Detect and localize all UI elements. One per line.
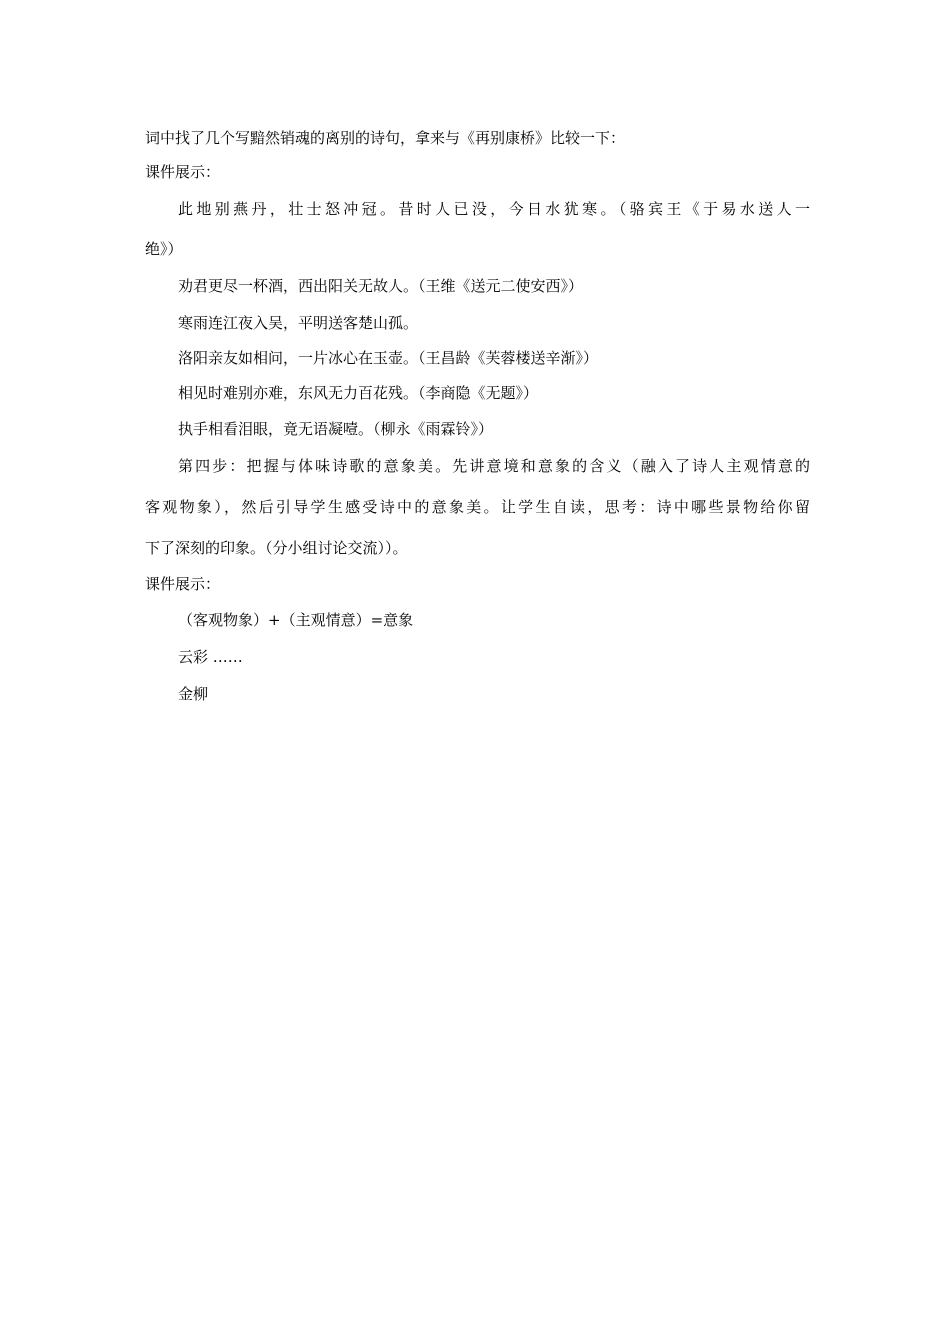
text-line-7: 洛阳亲友如相问，一片冰心在玉壶。（王昌龄《芙蓉楼送辛渐》） xyxy=(178,349,599,367)
text-line-9: 执手相看泪眼，竟无语凝噎。（柳永《雨霖铃》） xyxy=(178,420,494,438)
text-line-6: 寒雨连江夜入吴，平明送客楚山孤。 xyxy=(178,314,419,332)
text-line-8: 相见时难别亦难，东风无力百花残。（李商隐《无题》） xyxy=(178,384,539,402)
text-line-11: 客观物象），然后引导学生感受诗中的意象美。让学生自读，思考：诗中哪些景物给你留 xyxy=(145,498,810,516)
text-line-4: 绝》） xyxy=(145,240,183,258)
text-line-15: 云彩 …… xyxy=(178,648,243,666)
text-line-14: （客观物象）+（主观情意）=意象 xyxy=(178,611,414,629)
text-line-1: 词中找了几个写黯然销魂的离别的诗句，拿来与《再别康桥》比较一下： xyxy=(145,129,626,147)
text-line-5: 劝君更尽一杯酒，西出阳关无故人。（王维《送元二使安西》） xyxy=(178,277,584,295)
text-line-16: 金柳 xyxy=(178,685,209,703)
text-line-10: 第四步：把握与体味诗歌的意象美。先讲意境和意象的含义（融入了诗人主观情意的 xyxy=(178,457,810,475)
text-line-12: 下了深刻的印象。（分小组讨论交流））。 xyxy=(145,539,408,557)
text-line-13: 课件展示： xyxy=(145,575,221,593)
text-line-3: 此地别燕丹，壮士怒冲冠。昔时人已没，今日水犹寒。（骆宾王《于易水送人一 xyxy=(178,200,810,218)
text-line-2: 课件展示： xyxy=(145,163,221,181)
